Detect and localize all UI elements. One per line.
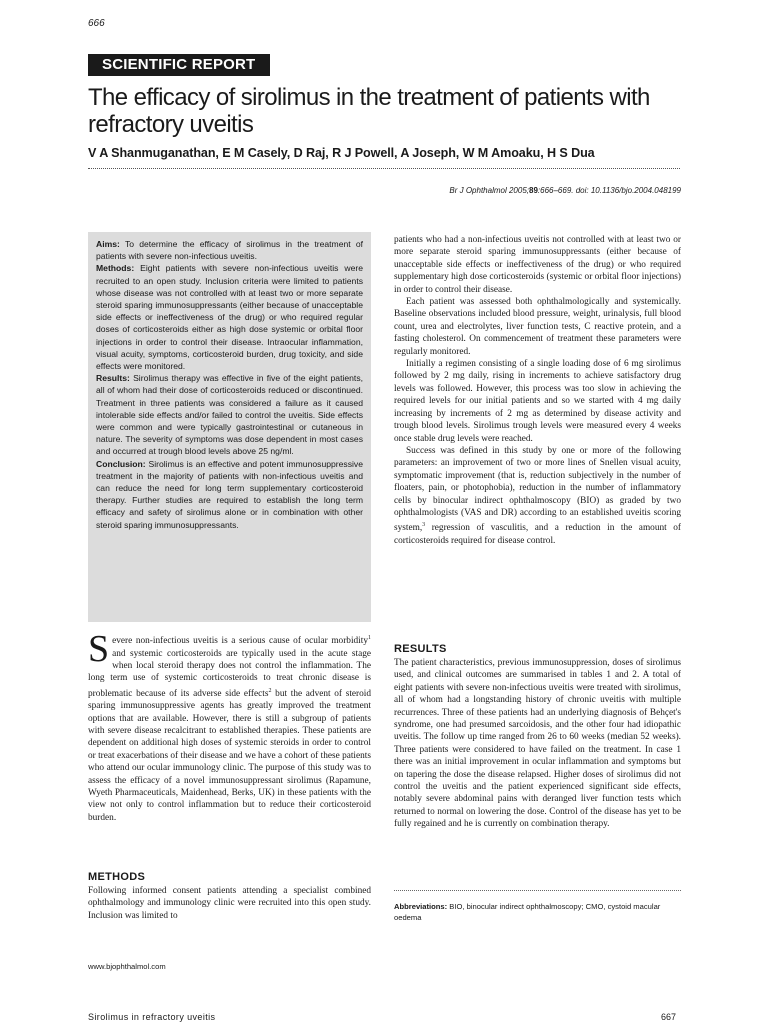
article-title: The efficacy of sirolimus in the treatment of patients with refractory uveitis (88, 84, 650, 138)
citation-journal: Br J Ophthalmol (449, 186, 507, 195)
abstract-aims-label: Aims: (96, 239, 120, 249)
abstract-conclusion-label: Conclusion: (96, 458, 146, 469)
running-title: Sirolimus in refractory uveitis (88, 1012, 216, 1022)
methods-paragraph-assessment: Each patient was assessed both ophthalmologically and systemically. Baseline observations included blood pressure, weight, urinalysis, full blood count, urea and electrolytes, liver function tests, C reactive protein, and a fasting cholesterol. On commencement of treatment these parameters were regularly monitored. (394, 297, 681, 357)
citation-pages-doi: :666–669. doi: 10.1136/bjo.2004.048199 (537, 186, 681, 195)
methods-paragraph: Following informed consent patients attending a specialist combined ophthalmology and immunology clinic were recruited into this open study. Inclusion was limited to (88, 886, 371, 921)
drop-cap: S (88, 628, 110, 670)
abstract-results-label: Results: (96, 373, 130, 384)
author-list: V A Shanmuganathan, E M Casely, D Raj, R J Powell, A Joseph, W M Amoaku, H S Dua (88, 146, 595, 160)
reference-3: 3 (422, 522, 426, 529)
citation-volume: 89 (529, 186, 538, 195)
page-number-top: 666 (88, 18, 105, 29)
abstract-aims: To determine the efficacy of sirolimus in the treatment of patients with severe non-infectious uveitis. (96, 239, 364, 262)
page-number-bottom: 667 (661, 1012, 677, 1022)
citation-year: 2005; (508, 186, 529, 195)
success-text-2: regression of vasculitis, and a reduction in the amount of corticosteroids required for disease control. (394, 523, 681, 546)
journal-website: www.bjophthalmol.com (88, 962, 166, 971)
intro-text-1: evere non-infectious uveitis is a serious cause of ocular morbidity (112, 636, 368, 647)
results-heading: RESULTS (394, 643, 447, 655)
methods-paragraph-success (394, 445, 681, 547)
abbreviations-label: Abbreviations: (394, 902, 448, 911)
introduction-paragraph (88, 628, 372, 824)
results-paragraph: The patient characteristics, previous immunosuppression, doses of sirolimus used, and clinical outcomes are summarised in tables 1 and 2. A total of eight patients with severe non-infectious uveitis were treated with sirolimus, all of whom had a longstanding history of chronic uveitis with multiple recurrences. Three of these patients had an underlying diagnosis of Behçet's syndrome, one had presumed sarcoidosis, and the other four had idiopathic uveitis. The follow up time ranged from 26 to 60 weeks (median 52 weeks). Three patients were considered to have failed on the treatment. In case 1 there was an initial improvement in ocular inflammation and symptoms but on tapering the dose the disease relapsed. Higher doses of sirolimus did not control the uveitis and the patient experienced significant side effects, notably severe abdominal pains with deranged liver function tests which returned to normal on lowering the dose. Control of the disease has yet to be fully regained and he is currently on combination therapy. (394, 658, 681, 830)
reference-2: 2 (268, 687, 272, 694)
abstract-results: Sirolimus therapy was effective in five of the eight patients, all of whom had their dose of corticosteroids reduced or discontinued. Treatment in three patients was considered a failure as it caused intolerable side effects and/or failed to control the uveitis. Side effects were common and were typically gastrointestinal or cutaneous in nature. The severity of symptoms was dose dependent in most cases and occurred at trough blood levels above 25 ng/ml. (96, 373, 363, 457)
abstract-methods-label: Methods: (96, 263, 135, 274)
abbreviations-divider (394, 890, 681, 891)
methods-continued (394, 234, 681, 547)
abstract-box (88, 232, 371, 622)
abbreviations-box (394, 902, 681, 923)
intro-text-2: and systemic corticosteroids are typically used in the acute stage when local steroid therapy does not control the inflammation. The long term use of systemic corticosteroids to treat chronic disease is problematic because of its adverse side effects (88, 648, 371, 699)
intro-text-3: but the advent of steroid sparing immunosuppressive agents has greatly improved the treatment options that are available. However, there is still a subgroup of patients with severe disease recalcitrant to established therapies. These patients are dependent on additional high doses of systemic steroids in order to control or treat exacerbations of their disease and we have a cohort of these patients who attend our ocular immunology clinic. The purpose of this study was to assess the efficacy of a novel immunosuppressant sirolimus (Rapamune, Wyeth Pharmaceuticals, Maidenhead, Berks, UK) in these patients with the view not only to control inflammation but to reduce their corticosteroid burden. (88, 688, 372, 823)
success-text-1: Success was defined in this study by one or more of the following parameters: an improvement of two or more lines of Snellen visual acuity, symptomatic improvement (that is, reduction subjectively in the number of floaters, pain, or photophobia), reduction in the number of inflammatory cells by binocular indirect ophthalmoscopy (BIO) as graded by two ophthalmologists (VAS and DR) according to an established uveitis scoring system, (394, 445, 681, 534)
abstract-methods: Eight patients with severe non-infectious uveitis were recruited to an open study. Inclusion criteria were limited to patients whose disease was not controlled with at least two or more separate steroid sparing immunosuppressants (either because of unacceptable side effects or ineffectiveness of the drug) or who required regular doses of corticosteroids either as high dose systemic or orbital floor injections in order to control their disease. Intraocular inflammation, visual acuity, symptoms, corticosteroid burden, drug toxicity, and side effects were monitored. (96, 263, 363, 372)
methods-heading: METHODS (88, 871, 146, 883)
methods-paragraph-inclusion: patients who had a non-infectious uveitis not controlled with at least two or more separate steroid sparing immunosuppressants (either because of unacceptable side effects or ineffectiveness of the drug) or who required supplementary high dose corticosteroids (systemic or orbital floor injections) in order to control their disease. (394, 235, 681, 295)
title-divider (88, 168, 680, 169)
abbreviations-text: BIO, binocular indirect ophthalmoscopy; CMO, cystoid macular oedema (394, 902, 661, 922)
abstract-conclusion: Sirolimus is an effective and potent immunosuppressive treatment in the majority of patients with non-infectious uveitis and can reduce the need for long term supplementary corticosteroid therapy. Further studies are required to establish the long term efficacy and safety of sirolimus alone or in combination with other steroid sparing immunosuppressants. (96, 458, 363, 530)
reference-1: 1 (368, 635, 371, 641)
section-label: SCIENTIFIC REPORT (88, 54, 270, 76)
methods-paragraph-regimen: Initially a regimen consisting of a single loading dose of 6 mg sirolimus followed by 2 mg daily, rising in increments to achieve satisfactory drug levels was followed. However, this process was too slow in achieving the required levels for our initial patients and so we started with 4 mg daily increasing by increments of 2 mg as determined by disease activity and trough blood levels. Sirolimus trough levels were measured every 4 weeks once stable drug levels were reached. (394, 359, 681, 444)
citation-line (300, 186, 681, 195)
